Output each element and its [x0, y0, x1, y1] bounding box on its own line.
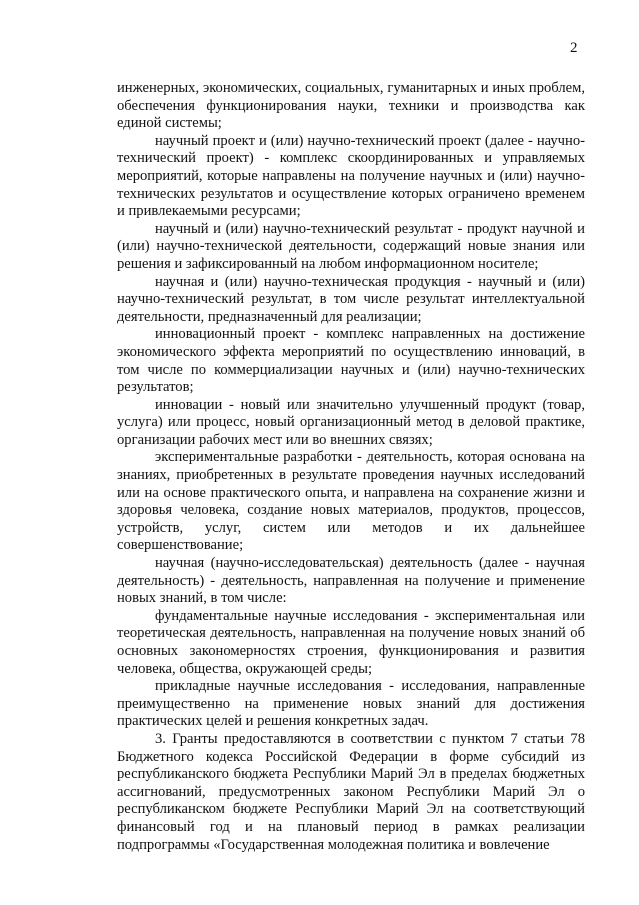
- paragraph: научная и (или) научно-техническая продукция - научный и (или) научно-технический результат, в том числе результат интеллектуальной деятельности, предназначенный для реализации;: [117, 273, 585, 325]
- paragraph: научная (научно-исследовательская) деятельность (далее - научная деятельность) - деятельность, направленная на получение и применение новых знаний, в том числе:: [117, 555, 585, 607]
- paragraph: прикладные научные исследования - исследования, направленные преимущественно на применение новых знаний для достижения практических целей и решения конкретных задач.: [117, 678, 585, 730]
- paragraph: инновации - новый или значительно улучшенный продукт (товар, услуга) или процесс, новый организационный метод в деловой практике, организации рабочих мест или во внешних связях;: [117, 396, 585, 448]
- paragraph: 3. Гранты предоставляются в соответствии с пунктом 7 статьи 78 Бюджетного кодекса Российской Федерации в форме субсидий из республиканского бюджета Республики Марий Эл в пределах бюджетных ассигнований, предусмотренных законом Республики Марий Эл о республиканском бюджете Республики Марий Эл на соответствующий финансовый год и на плановый период в рамках реализации подпрограммы «Государственная молодежная политика и вовлечение: [117, 730, 585, 853]
- page-number: 2: [570, 40, 578, 56]
- document-body: [117, 80, 585, 854]
- paragraph: инновационный проект - комплекс направленных на достижение экономического эффекта мероприятий по осуществлению инноваций, в том числе по коммерциализации научных и (или) научно-технических результатов;: [117, 326, 585, 396]
- paragraph: научный проект и (или) научно-технический проект (далее - научно-технический проект) - комплекс скоординированных и управляемых мероприятий, которые направлены на получение научных и (или) научно-технических результатов и осуществление которых ограничено временем и привлекаемыми ресурсами;: [117, 132, 585, 220]
- paragraph: научный и (или) научно-технический результат - продукт научной и (или) научно-технической деятельности, содержащий новые знания или решения и зафиксированный на любом информационном носителе;: [117, 220, 585, 272]
- paragraph: инженерных, экономических, социальных, гуманитарных и иных проблем, обеспечения функционирования науки, техники и производства как единой системы;: [117, 80, 585, 132]
- paragraph: фундаментальные научные исследования - экспериментальная или теоретическая деятельность, направленная на получение новых знаний об основных закономерностях строения, функционирования и развития человека, общества, окружающей среды;: [117, 607, 585, 677]
- paragraph: экспериментальные разработки - деятельность, которая основана на знаниях, приобретенных в результате проведения научных исследований или на основе практического опыта, и направлена на сохранение жизни и здоровья человека, создание новых материалов, продуктов, процессов, устройств, услуг, систем или методов и их дальнейшее совершенствование;: [117, 449, 585, 554]
